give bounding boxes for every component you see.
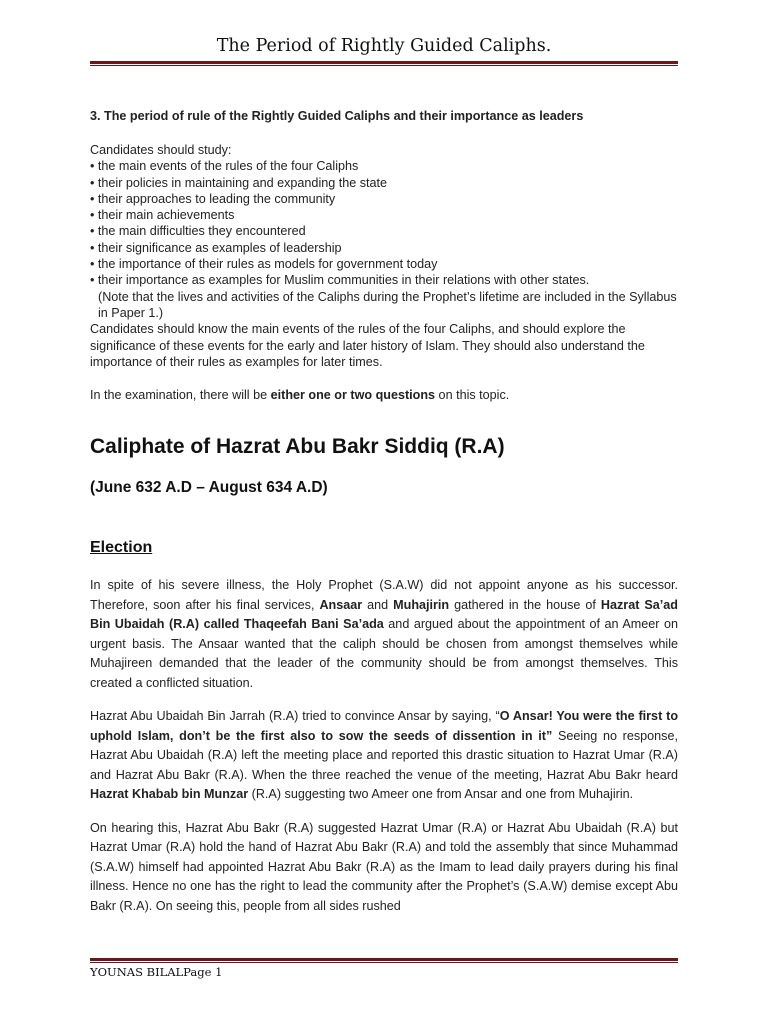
- paragraph-1: [90, 576, 678, 693]
- paragraph-2: [90, 707, 678, 805]
- footer-rule: [90, 958, 678, 961]
- syllabus-bullet: • the importance of their rules as models for government today: [90, 257, 438, 272]
- exam-text-bold: either one or two questions: [270, 388, 436, 403]
- p2-bold-quote: O Ansar! You were the first to uphold Islam, don’t be the first also to sow the seeds of dissention in it”: [90, 709, 679, 743]
- p2-text: Hazrat Abu Ubaidah Bin Jarrah (R.A) tried to convince Ansar by saying, “: [90, 709, 500, 724]
- p1-bold-ansaar: Ansaar: [319, 597, 363, 612]
- p1-text: and: [362, 597, 394, 612]
- p2-text: (R.A) suggesting two Ameer one from Ansar and one from Muhajirin.: [248, 787, 634, 802]
- syllabus-summary: Candidates should know the main events of the rules of the four Caliphs, and should explore the significance of these events for the early and later history of Islam. They should also understand the importance of their rules as examples for later times.: [90, 322, 645, 369]
- syllabus-bullet: • their importance as examples for Muslim communities in their relations with other states.: [90, 273, 590, 288]
- footer-rule-thin: [90, 962, 678, 963]
- p1-bold-muhajirin: Muhajirin: [393, 597, 450, 612]
- syllabus-bullet: • their significance as examples of leadership: [90, 240, 342, 255]
- syllabus-bullet: • their policies in maintaining and expanding the state: [90, 175, 388, 190]
- section-dates: (June 632 A.D – August 634 A.D): [90, 479, 328, 497]
- section-subheading: Election: [90, 539, 153, 557]
- syllabus-bullet: • their approaches to leading the community: [90, 191, 336, 206]
- syllabus-bullet: • their main achievements: [90, 208, 235, 223]
- p1-bold-house: Hazrat Sa’ad Bin Ubaidah (R.A) called Thaqeefah Bani Sa’ada: [90, 597, 678, 632]
- page-footer: YOUNAS BILALPage 1: [90, 965, 223, 979]
- header-rule: [90, 61, 678, 64]
- page-header-title: The Period of Rightly Guided Caliphs.: [216, 36, 552, 56]
- syllabus-bullet: • the main events of the rules of the four Caliphs: [90, 159, 359, 174]
- p1-text: In spite of his severe illness, the Holy Prophet (S.A.W) did not appoint anyone as his successor. Therefore, soon after his final services,: [90, 578, 678, 612]
- p2-text: Seeing no response, Hazrat Abu Ubaidah (R.A) left the meeting place and reported this drastic situation to Hazrat Umar (R.A) and Hazrat Abu Bakr (R.A). When the three reached the venue of the meeting, Hazrat Abu Bakr heard: [90, 728, 678, 782]
- syllabus-note: (Note that the lives and activities of the Caliphs during the Prophet’s lifetime are included in the Syllabus in Paper 1.): [98, 289, 677, 320]
- syllabus-title: 3. The period of rule of the Rightly Guided Caliphs and their importance as leaders: [90, 109, 584, 123]
- section-title: Caliphate of Hazrat Abu Bakr Siddiq (R.A): [90, 435, 505, 459]
- syllabus-intro: Candidates should study:: [90, 143, 232, 157]
- page-content: [90, 108, 678, 916]
- exam-text-post: on this topic.: [435, 388, 510, 403]
- p2-bold-khabab: Hazrat Khabab bin Munzar: [90, 787, 249, 802]
- p1-text: gathered in the house of: [449, 597, 601, 612]
- exam-text-pre: In the examination, there will be: [90, 388, 271, 403]
- paragraph-3: On hearing this, Hazrat Abu Bakr (R.A) suggested Hazrat Umar (R.A) or Hazrat Abu Ubaidah (R.A) but Hazrat Umar (R.A) hold the hand of Hazrat Abu Bakr (R.A) and told the assembly that since Muhammad (S.A.W) himself had appointed Hazrat Abu Bakr (R.A) as the Imam to lead daily prayers during his final illness. Hence no one has the right to lead the community after the Prophet’s (S.A.W) demise except Abu Bakr (R.A). On seeing this, people from all sides rushed: [90, 820, 678, 913]
- syllabus-block: [90, 142, 678, 370]
- p1-text: and argued about the appointment of an Ameer on urgent basis. The Ansaar wanted that the caliph should be chosen from amongst themselves while Muhajireen demanded that the leader of the community should be from amongst themselves. This created a conflicted situation.: [90, 617, 678, 690]
- syllabus-bullet: • the main difficulties they encountered: [90, 224, 306, 239]
- header-rule-thin: [90, 65, 678, 66]
- exam-line: [90, 387, 678, 403]
